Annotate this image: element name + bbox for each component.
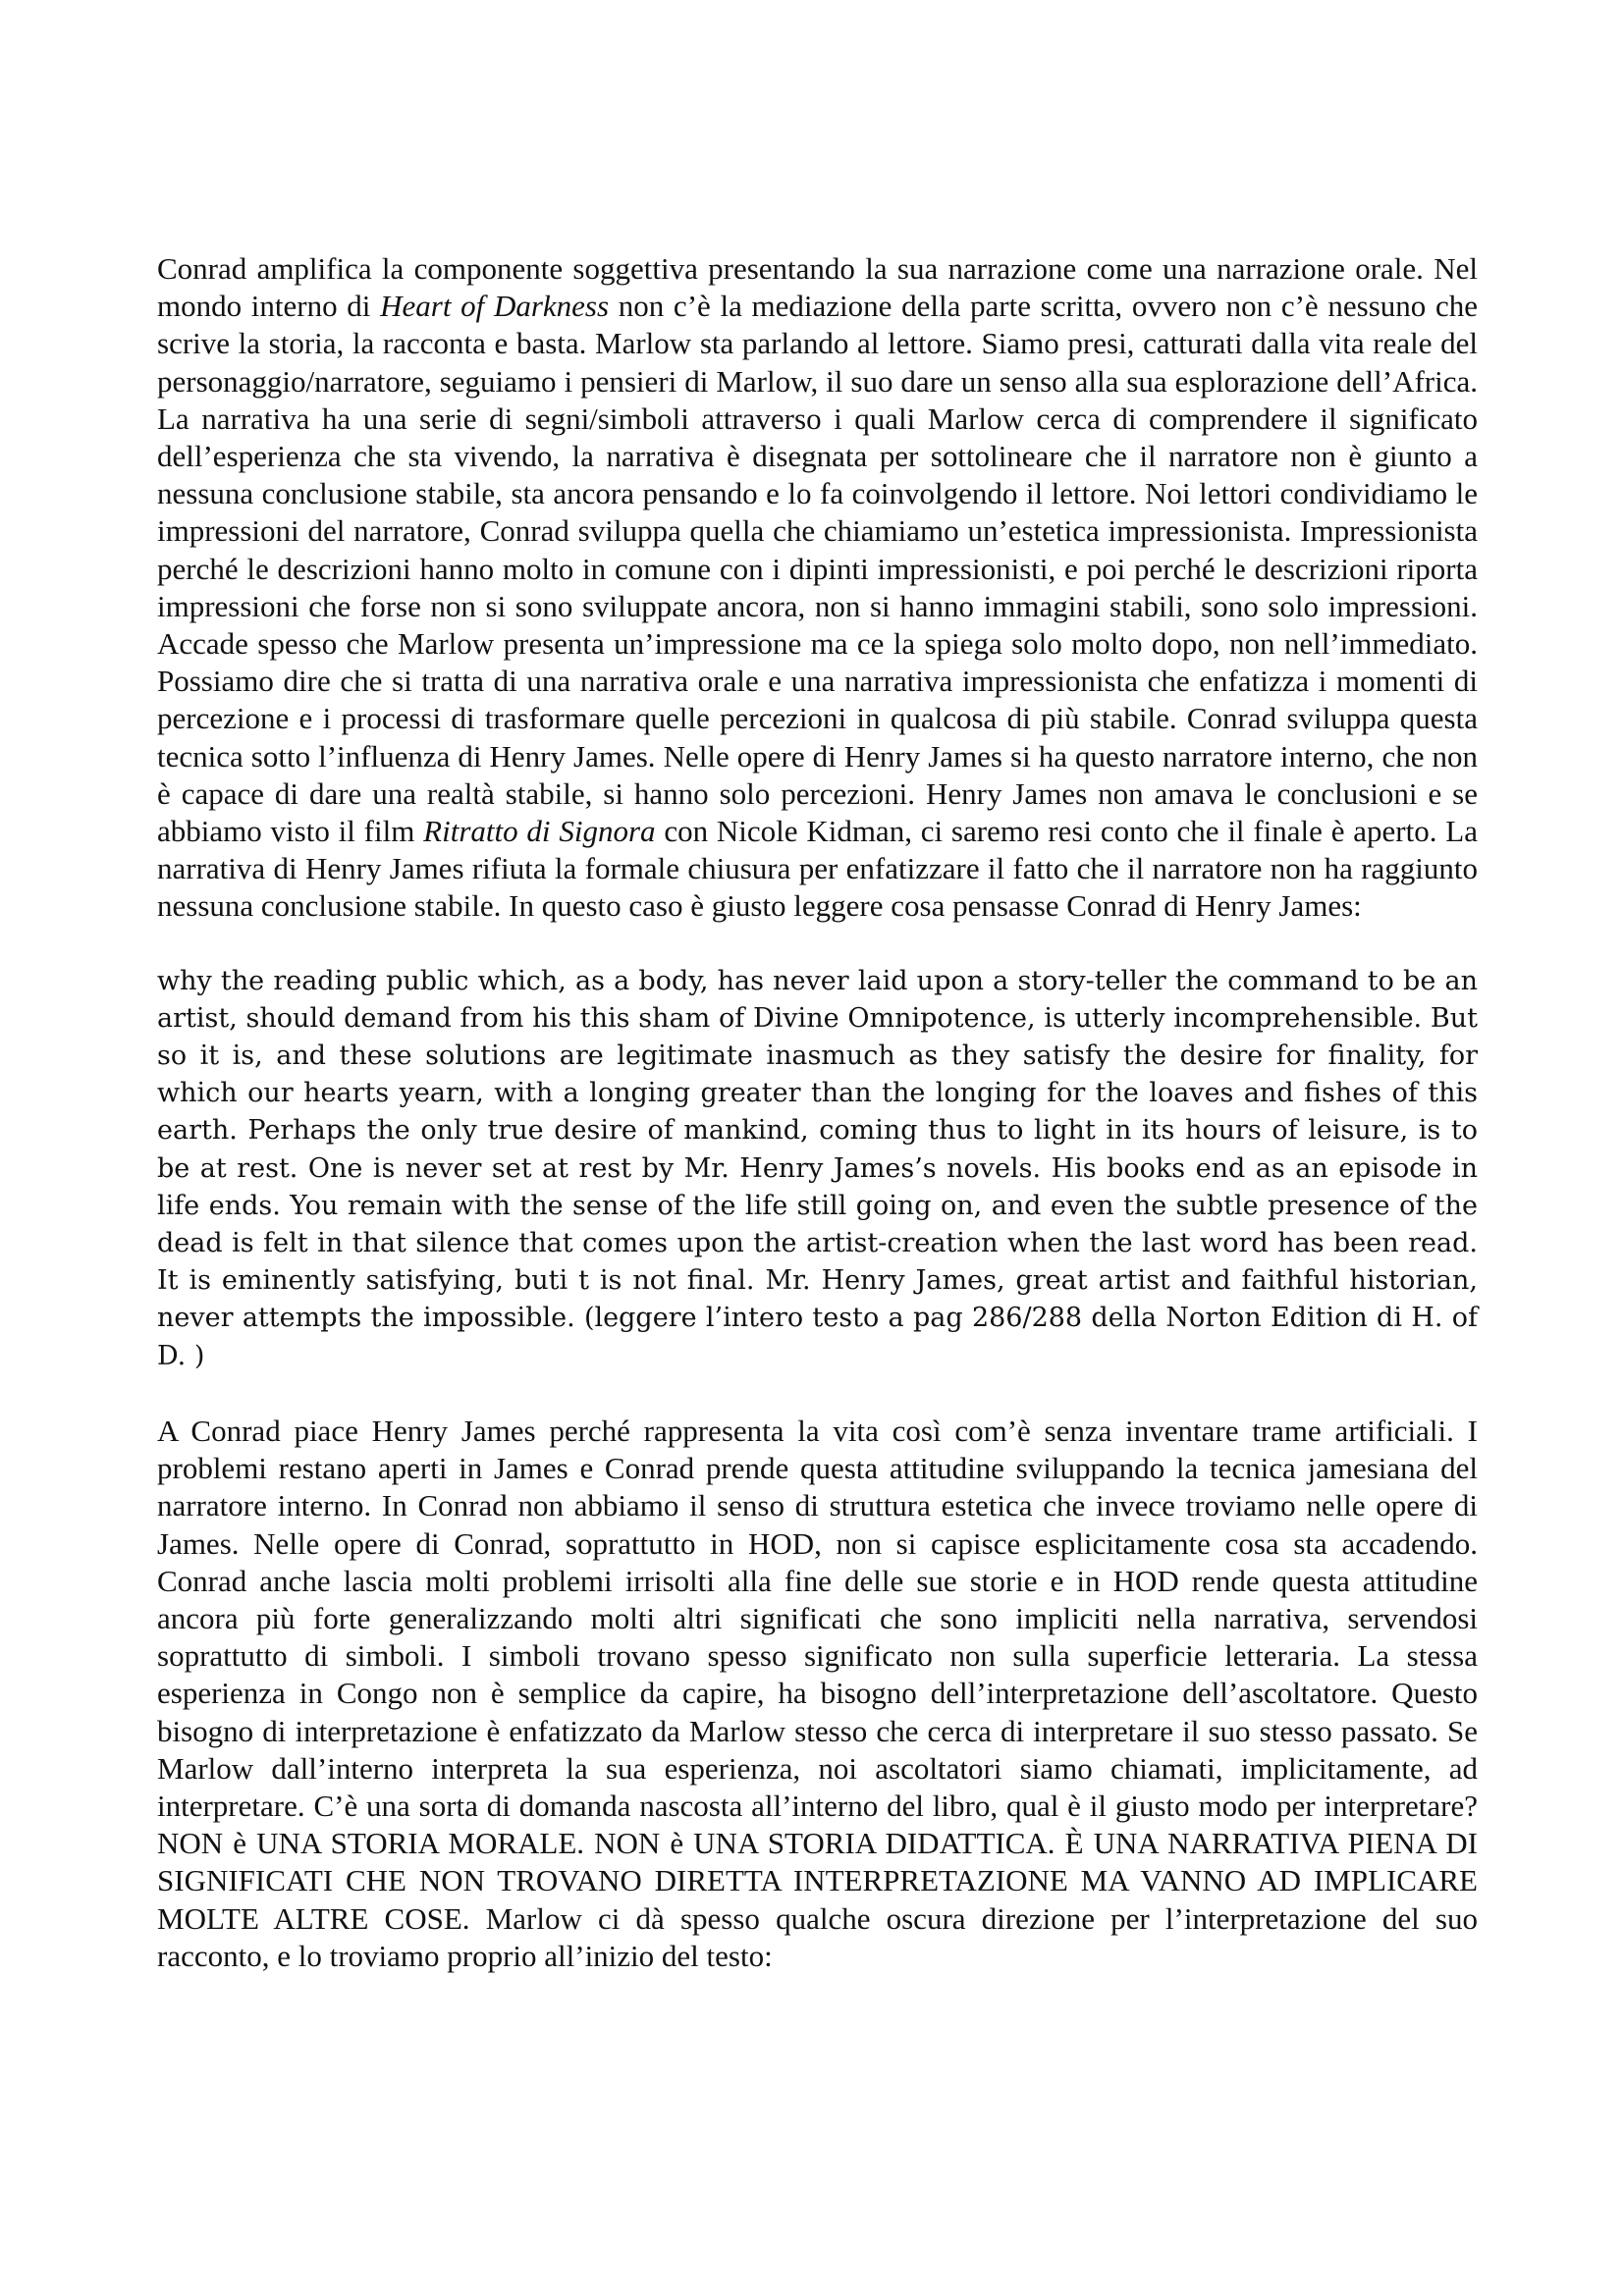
paragraph-text: non c’è la mediazione della parte scritta, ovvero non c’è nessuno che scrive la storia, la racconta e basta. Marlow sta parlando al lettore. Siamo presi, catturati dalla vita reale del personaggio/narratore, seguiamo i pensieri di Marlow, il suo dare un senso alla sua esplorazione dell’Africa. La narrativa ha una serie di segni/simboli attraverso i quali Marlow cerca di comprendere il significato dell’esperienza che sta vivendo, la narrativa è disegnata per sottolineare che il narratore non è giunto a nessuna conclusione stabile, sta ancora pensando e lo fa coinvolgendo il lettore. Noi lettori condividiamo le impressioni del narratore, Conrad sviluppa quella che chiamiamo un’estetica impressionista. Impressionista perché le descrizioni hanno molto in comune con i dipinti impressionisti, e poi perché le descrizioni riporta impressioni che forse non si sono sviluppate ancora, non si hanno immagini stabili, sono solo impressioni. Accade spesso che Marlow presenta un’impressione ma ce la spiega solo molto dopo, non nell’immediato. Possiamo dire che si tratta di una narrativa orale e una narrativa impressionista che enfatizza i momenti di percezione e i processi di trasformare quelle percezioni in qualcosa di più stabile. Conrad sviluppa questa tecnica sotto l’influenza di Henry James. Nelle opere di Henry James si ha questo narratore interno, che non è capace di dare una realtà stabile, si hanno solo percezioni. Henry James non amava le conclusioni e se abbiamo visto il film — [157, 289, 1478, 849]
paragraph-impressionism — [157, 250, 1478, 926]
document-body — [157, 250, 1478, 1975]
film-title-ritratto-di-signora: Ritratto di Signora — [423, 814, 656, 849]
paragraph-text: Conrad amplifica la componente soggettiva presentando la sua narrazione come una narrazione orale. Nel mondo interno di — [157, 251, 1478, 324]
book-title-heart-of-darkness: Heart of Darkness — [380, 289, 610, 324]
paragraph-interpretation: A Conrad piace Henry James perché rappresenta la vita così com’è senza inventare trame artificiali. I problemi restano aperti in James e Conrad prende questa attitudine sviluppando la tecnica jamesiana del narratore interno. In Conrad non abbiamo il senso di struttura estetica che invece troviamo nelle opere di James. Nelle opere di Conrad, soprattutto in HOD, non si capisce esplicitamente cosa sta accadendo. Conrad anche lascia molti problemi irrisolti alla fine delle sue storie e in HOD rende questa attitudine ancora più forte generalizzando molti altri significati che sono impliciti nella narrativa, servendosi soprattutto di simboli. I simboli trovano spesso significato non sulla superficie letteraria. La stessa esperienza in Congo non è semplice da capire, ha bisogno dell’interpretazione dell’ascoltatore. Questo bisogno di interpretazione è enfatizzato da Marlow stesso che cerca di interpretare il suo stesso passato. Se Marlow dall’interno interpreta la sua esperienza, noi ascoltatori siamo chiamati, implicitamente, ad interpretare. C’è una sorta di domanda nascosta all’interno del libro, qual è il giusto modo per interpretare? NON è UNA STORIA MORALE. NON è UNA STORIA DIDATTICA. È UNA NARRATIVA PIENA DI SIGNIFICATI CHE NON TROVANO DIRETTA INTERPRETAZIONE MA VANNO AD IMPLICARE MOLTE ALTRE COSE. Marlow ci dà spesso qualche oscura direzione per l’interpretazione del suo racconto, e lo troviamo proprio all’inizio del testo: — [157, 1413, 1478, 1973]
quote-conrad-on-james: why the reading public which, as a body, has never laid upon a story-teller the command to be an artist, should demand from his this sham of Divine Omnipotence, is utterly incomprehensible. But so it is, and these solutions are legitimate inasmuch as they satisfy the desire for finality, for which our hearts yearn, with a longing greater than the longing for the loaves and fishes of this earth. Perhaps the only true desire of mankind, coming thus to light in its hours of leisure, is to be at rest. One is never set at rest by Mr. Henry James’s novels. His books end as an episode in life ends. You remain with the sense of the life still going on, and even the subtle presence of the dead is felt in that silence that comes upon the artist-creation when the last word has been read. It is eminently satisfying, buti t is not final. Mr. Henry James, great artist and faithful historian, never attempts the impossible. (leggere l’intero testo a pag 286/288 della Norton Edition di H. of D. ) — [157, 965, 1478, 1371]
paragraph-text: con Nicole Kidman, ci saremo resi conto che il finale è aperto. La narrativa di Henry James rifiuta la formale chiusura per enfatizzare il fatto che il narratore non ha raggiunto nessuna conclusione stabile. In questo caso è giusto leggere cosa pensasse Conrad di Henry James: — [157, 814, 1478, 924]
